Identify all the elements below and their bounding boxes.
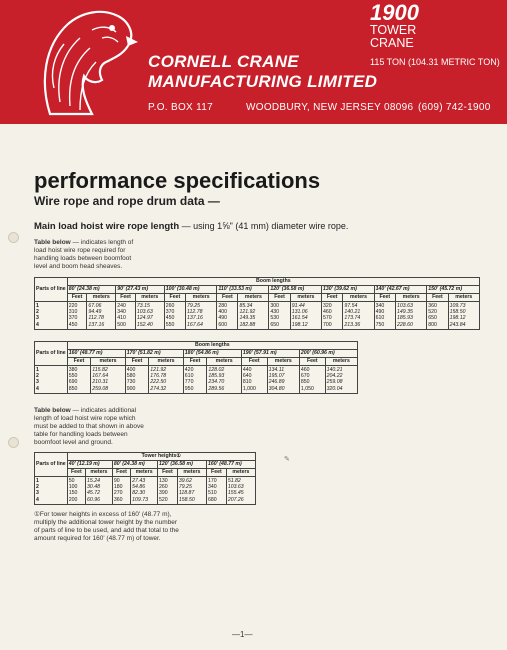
- cell-value: 440: [242, 367, 252, 373]
- feet-values: [217, 302, 238, 330]
- eagle-logo-icon: [30, 2, 140, 120]
- meters-header: meters: [325, 358, 357, 366]
- feet-header: Feet: [374, 294, 395, 302]
- cell-value: 270: [113, 490, 123, 497]
- cell-value: 210.31: [92, 379, 109, 386]
- cell-value: 243.84: [449, 321, 466, 328]
- cell-value: 115.82: [92, 367, 108, 373]
- cell-value: 234.70: [208, 379, 225, 386]
- cell-value: 4: [36, 385, 39, 392]
- section-heading: [34, 221, 348, 232]
- cell-value: 158.50: [178, 496, 195, 503]
- meters-values: [131, 477, 158, 505]
- meters-header: meters: [135, 294, 164, 302]
- meters-values: [87, 302, 116, 330]
- feet-header: Feet: [322, 294, 343, 302]
- cell-value: 155.45: [227, 490, 244, 497]
- cell-value: 340: [375, 303, 385, 309]
- cell-value: 140.21: [326, 367, 343, 373]
- feet-values: [206, 477, 226, 505]
- cell-value: 204.22: [326, 373, 343, 380]
- cell-value: 2: [36, 373, 39, 380]
- cell-value: 50: [68, 478, 75, 484]
- cell-value: 770: [184, 379, 194, 386]
- cell-value: 259.08: [92, 385, 109, 392]
- boom-lengths-header: Boom lengths: [67, 278, 479, 286]
- meters-values: [396, 302, 427, 330]
- cell-value: 112.78: [88, 315, 104, 322]
- cell-value: 380: [68, 367, 78, 373]
- cell-value: 79.25: [178, 484, 192, 491]
- parts-of-line-header: Parts of line: [35, 278, 68, 302]
- cell-value: 176.78: [150, 373, 167, 380]
- cell-value: 39.62: [178, 478, 192, 484]
- feet-header: Feet: [241, 358, 267, 366]
- model-number: 1900: [370, 0, 419, 25]
- cell-value: 420: [184, 367, 194, 373]
- cell-value: 167.64: [92, 373, 109, 380]
- cell-value: 550: [165, 321, 175, 328]
- model-line1: TOWER: [370, 23, 417, 37]
- cell-value: 680: [207, 496, 217, 503]
- cell-value: 228.60: [397, 321, 413, 328]
- cell-value: 580: [126, 373, 136, 380]
- cell-value: 610: [184, 373, 194, 380]
- cell-value: 149.35: [397, 309, 413, 316]
- feet-header: Feet: [183, 358, 207, 366]
- meters-header: meters: [448, 294, 479, 302]
- feet-values: [67, 477, 85, 505]
- col-header: 170' (51.82 m): [125, 350, 183, 358]
- cell-value: 430: [270, 309, 280, 316]
- parts-values: [35, 366, 68, 394]
- cell-value: 2: [36, 309, 39, 316]
- cell-value: 240: [117, 303, 126, 309]
- cell-value: 460: [300, 367, 310, 373]
- cell-value: 60.96: [87, 496, 100, 503]
- binder-hole: [8, 232, 19, 243]
- cell-value: 109.73: [132, 496, 149, 503]
- feet-values: [125, 366, 149, 394]
- cell-value: 51.82: [227, 478, 241, 484]
- col-header: 120' (36.58 m): [157, 461, 206, 469]
- cell-value: 130: [158, 478, 168, 484]
- col-header: 150' (45.72 m): [427, 286, 480, 294]
- col-header: 140' (42.67 m): [374, 286, 427, 294]
- section-heading-rest: — using 1⅝" (41 mm) diameter wire rope.: [179, 221, 349, 231]
- feet-values: [183, 366, 207, 394]
- col-header: 180' (54.86 m): [183, 350, 241, 358]
- cell-value: 152.40: [136, 321, 153, 328]
- meters-values: [448, 302, 479, 330]
- feet-values: [116, 302, 136, 330]
- cell-value: 198.12: [291, 321, 308, 328]
- meters-header: meters: [290, 294, 321, 302]
- cell-value: 2: [36, 484, 39, 491]
- meters-values: [325, 366, 357, 394]
- cell-value: 131.06: [291, 309, 308, 316]
- company-name: [148, 52, 377, 92]
- cell-value: 109.73: [449, 303, 466, 309]
- feet-values: [427, 302, 448, 330]
- cell-value: 320.04: [326, 385, 343, 392]
- col-header: 160' (48.77 m): [206, 461, 255, 469]
- cell-value: 300: [270, 303, 280, 309]
- cell-value: 30.48: [87, 484, 100, 491]
- feet-values: [112, 477, 130, 505]
- cell-value: 260: [158, 484, 168, 491]
- cell-value: 410: [117, 315, 126, 322]
- company-name-line2: MANUFACTURING LIMITED: [148, 72, 378, 91]
- cell-value: 810: [242, 379, 252, 386]
- meters-values: [343, 302, 374, 330]
- cell-value: 222.50: [150, 379, 167, 386]
- col-header: 100' (30.48 m): [164, 286, 217, 294]
- cell-value: 550: [68, 373, 78, 380]
- cell-value: 121.92: [150, 367, 167, 373]
- cell-value: 274.32: [150, 385, 167, 392]
- pencil-mark: ✎: [284, 456, 290, 463]
- section-heading-bold: Main load hoist wire rope length: [34, 221, 180, 232]
- cell-value: 460: [323, 309, 332, 316]
- feet-header: Feet: [67, 294, 87, 302]
- cell-value: 370: [165, 309, 175, 316]
- cell-value: 800: [428, 321, 437, 328]
- cell-value: 260: [165, 303, 175, 309]
- cell-value: 700: [323, 321, 332, 328]
- cell-value: 246.89: [268, 379, 285, 386]
- cell-value: 490: [375, 309, 385, 316]
- cell-value: 3: [36, 490, 39, 497]
- feet-values: [374, 302, 395, 330]
- binder-hole: [8, 437, 19, 448]
- cell-value: 4: [36, 496, 39, 503]
- meters-values: [86, 477, 113, 505]
- company-name-line1: CORNELL CRANE: [148, 52, 299, 71]
- cell-value: 650: [428, 315, 437, 322]
- cell-value: 600: [218, 321, 227, 328]
- cell-value: 195.07: [268, 373, 285, 380]
- cell-value: 450: [68, 321, 78, 328]
- address-location: WOODBURY, NEW JERSEY 08096: [246, 102, 414, 113]
- meters-header: meters: [226, 469, 255, 477]
- meters-header: meters: [149, 358, 184, 366]
- cell-value: 100: [68, 484, 78, 491]
- feet-values: [67, 366, 91, 394]
- cell-value: 67.06: [88, 303, 102, 309]
- col-header: 190' (57.91 m): [241, 350, 299, 358]
- cell-value: 158.50: [449, 309, 466, 316]
- col-header: 120' (36.58 m): [269, 286, 322, 294]
- parts-of-line-header: Parts of line: [35, 453, 68, 477]
- meters-values: [290, 302, 321, 330]
- feet-values: [157, 477, 177, 505]
- cell-value: 27.43: [132, 478, 146, 484]
- cell-value: 82.30: [132, 490, 146, 497]
- cell-value: 510: [207, 490, 217, 497]
- cell-value: 128.02: [208, 367, 225, 373]
- meters-values: [267, 366, 299, 394]
- feet-header: Feet: [67, 358, 91, 366]
- note2-text: — indicates additional length of load hoist wire rope which must be added to that shown in above table for handling loads between boomfoot level and ground.: [34, 407, 144, 446]
- cell-value: 450: [165, 315, 175, 322]
- feet-header: Feet: [112, 469, 130, 477]
- cell-value: 167.64: [187, 321, 203, 328]
- cell-value: 750: [375, 321, 385, 328]
- cell-value: 173.74: [344, 315, 361, 322]
- meters-values: [186, 302, 217, 330]
- cell-value: 1: [36, 367, 39, 373]
- feet-header: Feet: [269, 294, 290, 302]
- cell-value: 360: [428, 303, 437, 309]
- cell-value: 1: [36, 478, 39, 484]
- col-header: 160' (48.77 m): [67, 350, 125, 358]
- po-box: P.O. BOX 117: [148, 102, 213, 113]
- cell-value: 103.63: [227, 484, 244, 491]
- tower-height-table: [34, 452, 256, 505]
- cell-value: 320: [323, 303, 332, 309]
- cell-value: 400: [126, 367, 136, 373]
- page-subtitle: Wire rope and rope drum data —: [34, 194, 220, 208]
- note-above-table1: [34, 239, 144, 271]
- meters-values: [149, 366, 184, 394]
- cell-value: 900: [126, 385, 136, 392]
- cell-value: 3: [36, 315, 39, 322]
- meters-values: [207, 366, 242, 394]
- cell-value: 280: [218, 303, 227, 309]
- tower-heights-header: Tower heights①: [67, 453, 255, 461]
- cell-value: 213.36: [344, 321, 361, 328]
- col-header: 40' (12.19 m): [67, 461, 112, 469]
- cell-value: 1: [36, 303, 39, 309]
- col-header: 110' (33.53 m): [217, 286, 269, 294]
- cell-value: 520: [428, 309, 437, 316]
- cell-value: 690: [68, 379, 78, 386]
- cell-value: 90: [113, 478, 120, 484]
- cell-value: 500: [117, 321, 126, 328]
- cell-value: 570: [323, 315, 332, 322]
- cell-value: 91.44: [291, 303, 305, 309]
- cell-value: 670: [300, 373, 310, 380]
- cell-value: 200: [68, 496, 78, 503]
- cell-value: 1,050: [300, 385, 314, 392]
- page-title: performance specifications: [34, 168, 321, 193]
- cell-value: 180: [113, 484, 123, 491]
- feet-header: Feet: [116, 294, 136, 302]
- model-capacity: 115 TON (104.31 METRIC TON): [370, 57, 500, 67]
- cell-value: 134.11: [268, 367, 285, 373]
- boom-length-table-1: [34, 277, 480, 330]
- cell-value: 137.16: [88, 321, 105, 328]
- cell-value: 15.24: [87, 478, 100, 484]
- note1-text: — indicates length of load hoist wire rope required for handling loads between boomfoot level and boom head sheaves.: [34, 239, 134, 270]
- cell-value: 850: [68, 385, 78, 392]
- col-header: 130' (39.62 m): [322, 286, 375, 294]
- cell-value: 124.97: [136, 315, 153, 322]
- feet-values: [241, 366, 267, 394]
- cell-value: 610: [375, 315, 385, 322]
- meters-values: [226, 477, 255, 505]
- cell-value: 310: [68, 309, 78, 316]
- cell-value: 121.92: [239, 309, 256, 316]
- cell-value: 340: [207, 484, 217, 491]
- model-line2: CRANE: [370, 36, 414, 50]
- meters-header: meters: [131, 469, 158, 477]
- cell-value: 185.93: [397, 315, 413, 322]
- col-header: 80' (24.38 m): [112, 461, 157, 469]
- cell-value: 850: [300, 379, 310, 386]
- cell-value: 150: [68, 490, 78, 497]
- feet-values: [67, 302, 87, 330]
- feet-header: Feet: [299, 358, 325, 366]
- parts-of-line-header: Parts of line: [35, 342, 68, 366]
- cell-value: 530: [270, 315, 280, 322]
- cell-value: 1,000: [242, 385, 256, 392]
- cell-value: 730: [126, 379, 136, 386]
- feet-values: [164, 302, 185, 330]
- cell-value: 112.78: [187, 309, 203, 316]
- meters-values: [238, 302, 269, 330]
- cell-value: 170: [207, 478, 217, 484]
- meters-header: meters: [186, 294, 217, 302]
- feet-header: Feet: [125, 358, 149, 366]
- feet-header: Feet: [157, 469, 177, 477]
- feet-header: Feet: [67, 469, 85, 477]
- col-header: 90' (27.43 m): [116, 286, 165, 294]
- cell-value: 3: [36, 379, 39, 386]
- cell-value: 161.54: [291, 315, 308, 322]
- feet-header: Feet: [206, 469, 226, 477]
- cell-value: 137.16: [187, 315, 203, 322]
- meters-values: [135, 302, 164, 330]
- cell-value: 85.34: [239, 303, 253, 309]
- cell-value: 103.63: [397, 303, 413, 309]
- cell-value: 103.63: [136, 309, 153, 316]
- meters-header: meters: [207, 358, 242, 366]
- cell-value: 73.15: [136, 303, 150, 309]
- meters-header: meters: [343, 294, 374, 302]
- cell-value: 185.93: [208, 373, 225, 380]
- cell-value: 4: [36, 321, 39, 328]
- meters-header: meters: [86, 469, 113, 477]
- cell-value: 304.80: [268, 385, 285, 392]
- feet-header: Feet: [427, 294, 448, 302]
- letterhead: [0, 0, 507, 124]
- cell-value: 182.88: [239, 321, 256, 328]
- cell-value: 400: [218, 309, 227, 316]
- meters-header: meters: [177, 469, 206, 477]
- phone-number: (609) 742-1900: [418, 102, 491, 113]
- cell-value: 289.56: [208, 385, 225, 392]
- feet-values: [269, 302, 290, 330]
- meters-header: meters: [396, 294, 427, 302]
- cell-value: 198.12: [449, 315, 466, 322]
- feet-header: Feet: [164, 294, 185, 302]
- cell-value: 94.49: [88, 309, 102, 316]
- cell-value: 259.08: [326, 379, 343, 386]
- cell-value: 140.21: [344, 309, 361, 316]
- cell-value: 360: [113, 496, 123, 503]
- note2-bold: Table below: [34, 407, 71, 414]
- parts-values: [35, 302, 68, 330]
- cell-value: 118.87: [178, 490, 195, 497]
- meters-header: meters: [91, 358, 126, 366]
- parts-values: [35, 477, 68, 505]
- meters-values: [91, 366, 126, 394]
- note1-bold: Table below: [34, 239, 71, 246]
- note-above-table3: [34, 407, 150, 447]
- boom-length-table-2: [34, 341, 358, 394]
- meters-header: meters: [267, 358, 299, 366]
- cell-value: 207.26: [227, 496, 244, 503]
- cell-value: 390: [158, 490, 168, 497]
- cell-value: 45.72: [87, 490, 100, 497]
- cell-value: 640: [242, 373, 252, 380]
- cell-value: 79.25: [187, 303, 201, 309]
- feet-values: [322, 302, 343, 330]
- cell-value: 950: [184, 385, 194, 392]
- cell-value: 220: [68, 303, 78, 309]
- model-block: [370, 2, 500, 67]
- col-header: 200' (60.96 m): [299, 350, 357, 358]
- cell-value: 340: [117, 309, 126, 316]
- col-header: 80' (24.38 m): [67, 286, 116, 294]
- boom-lengths-header: Boom lengths: [67, 342, 357, 350]
- cell-value: 97.54: [344, 303, 358, 309]
- cell-value: 370: [68, 315, 78, 322]
- cell-value: 520: [158, 496, 168, 503]
- footnote: ①For tower heights in excess of 160' (48.77 m), multiply the additional tower height by the number of parts of line to be used, and add that total to the amount required for 160' (48.77 m) of tower.: [34, 511, 179, 542]
- cell-value: 149.35: [239, 315, 256, 322]
- page-number: —1—: [232, 630, 253, 639]
- feet-values: [299, 366, 325, 394]
- cell-value: 54.86: [132, 484, 146, 491]
- meters-header: meters: [87, 294, 116, 302]
- cell-value: 490: [218, 315, 227, 322]
- meters-values: [177, 477, 206, 505]
- meters-header: meters: [238, 294, 269, 302]
- cell-value: 650: [270, 321, 280, 328]
- feet-header: Feet: [217, 294, 238, 302]
